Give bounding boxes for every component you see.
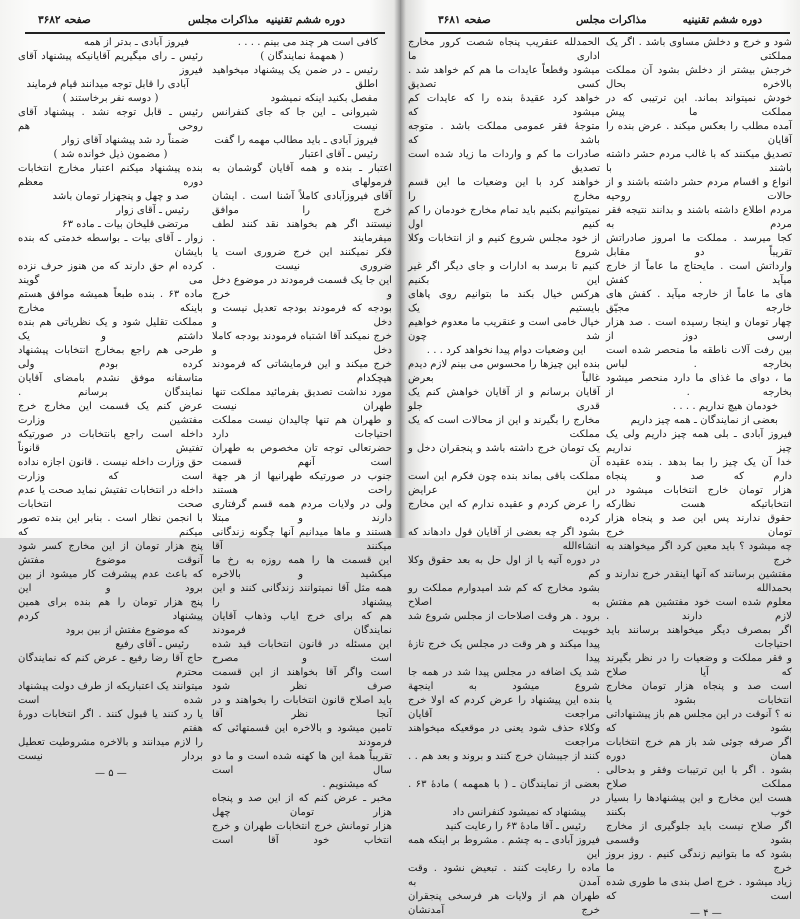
text-line: پنج هزار تومان از این مخارج کسر شود آنوقت موضوع مفتش [18, 541, 203, 566]
text-line: خواهند کرد با این وضعیات ما این قسم مخارج را [408, 177, 600, 202]
text-line: مملکت تقلیل شود و یک نظریاتی هم بنده داشتم و یک [18, 317, 203, 342]
text-line: ( مضمون ذیل خوانده شد ) [53, 149, 168, 160]
text-line: هستند و ماها میدانیم آنها چگونه زندگانی میکنند آقا [212, 527, 392, 552]
text-line: صادرات ما کم و واردات ما زیاد شده است تصدیق [408, 149, 600, 174]
page-number: صفحه ۳۶۸۲ [38, 14, 91, 26]
text-line: داخله در انتخابات تفتیش نماید صحت یا عدم صحت انتخابات [18, 485, 203, 510]
text-line: این قسمت ها را همه روزه به رخ ما میکشید و بالاخره [212, 555, 392, 580]
text-line: تقریباً همهٔ این ها کهنه شده است و ما دو سال است [212, 751, 392, 776]
text-line: خرجش بیشتر از دخلش بشود آن مملکت بالاخره بحال [606, 65, 792, 90]
text-line: خدا آن یک چیز را بما بدهد . بنده عقیده دارم که صد و پنجاه [606, 457, 792, 482]
text-line: جنوب در صورتیکه طهرانیها از هر جهة راحت هستند [212, 471, 392, 496]
text-line: هزار تومان خارج انتخابات میشود در انتخاباتیکه هست نظارکه [606, 485, 792, 510]
text-line: بشود . اگر با این ترتیبات وفقر و بدحالی مملکت صلاح [606, 765, 792, 790]
text-line: ماده ۶۳ . بنده طبعاً همیشه موافق هستم باینکه مخارج [18, 289, 203, 314]
text-line: داخله است راجع بانتخابات در صورتیکه تفتیش قانوناً [18, 429, 203, 454]
text-line: خرج نمیکند آقا اشتباه فرمودند بودجه کاملا دخل و [212, 331, 392, 356]
text-line: است واگر آقا بخواهند از این قسمت صرف نظر شود [212, 667, 392, 692]
text-line: بشود اگر چه بعضی از آقایان قول دادهاند که انشاءالله [408, 527, 600, 552]
text-line: میتوانند یک اعتباریکه از طرف دولت پیشنهاد شده است [18, 681, 203, 706]
text-line: پیدا میکند و هر وقت در مجلس یک خرج تازهٔ پیدا [408, 639, 600, 664]
text-line: شیروانی ـ این جا که جای کنفرانس نیست [212, 107, 378, 132]
text-line: پنج هزار تومان را هم بنده برای همین پیشنهاد کردم [18, 597, 203, 622]
text-line: رئیس ـ آقای رفیع [115, 639, 189, 650]
text-line: های ما عاماً از خارجه میآید . کفش های خارجه مجیّق [606, 289, 792, 314]
text-column-right [606, 36, 792, 904]
text-line: عرض کنم یک قسمت این مخارج خرج مفتشین وزارت [18, 401, 203, 426]
text-line: کافی است هر چند می بینم . . . . [237, 37, 378, 48]
text-line: ماده را رعایت کنند . تبعیض نشود . وقت آمدن به [408, 863, 600, 888]
text-line: یا رد کنند یا قبول کنند . اگر انتخابات دورهٔ هفتم [18, 709, 203, 734]
text-line: ولی در ولایات مردم همه قسم گرفتاری دارند و مبتلا [212, 499, 392, 524]
text-line: الحمدلله عنقریب پنجاه شصت کرور مخارج اداری ما [408, 37, 600, 62]
text-line: طهران هم از ولایات هر فرسخی پنجقران خرج آمدنشان [408, 891, 600, 916]
text-line: پیشنهاد که نمیشود کنفرانس داد [452, 807, 586, 818]
text-line: باید اصلاح قانون انتخابات را بخواهند و در آنجا نظر آقا [212, 695, 392, 720]
text-line: میشود وقطعاً عایدات ما هم کم خواهد شد . کسی تصدیق [408, 65, 600, 90]
text-line: خیال خامی است و عنقریب ما معدوم خواهیم شد چون [408, 317, 600, 342]
text-line: برود . هر وقت اصلاحات از مجلس شروع شد خوبیت [408, 611, 600, 636]
text-line: مملکت باقی بماند بنده چون فکرم این است این عرایض [408, 471, 600, 496]
text-line: بعضی از نمایندگان ـ همه چیز داریم [630, 415, 778, 426]
text-line: ( همهمهٔ نمایندگان ) [260, 51, 344, 62]
text-line: آقایان برسانم و از آقایان خواهش کنم یک قدری جلو [408, 387, 600, 412]
text-line: کنیم تا برسد به ادارات و جای دیگر اگر غیر این بکنیم [408, 261, 600, 286]
text-line: این مسئله در قانون انتخابات قید شده است و مصرح [212, 639, 392, 664]
text-line: این جا یک قسمت فرمودند در موضوع دخل و خرج [212, 275, 392, 300]
text-line: متوجهٔ فقر عمومی مملکت باشد . متوجه باشد که [408, 121, 600, 146]
page-number: صفحه ۳۶۸۱ [438, 14, 491, 26]
text-line: رئیس ـ قابل توجه نشد . پیشنهاد آقای روحی هم [18, 107, 203, 132]
text-line: خودش نمیتواند بماند. این ترتیبی که در مملکت ما پیش [606, 93, 792, 118]
text-line: یک تومان خرج داشته باشد و پنجقران دخل و آن [408, 443, 600, 468]
text-line: اگر بمصرف دیگر میخواهند برسانند باید احتیاجات [606, 625, 792, 650]
text-column-right [212, 36, 392, 848]
text-line: آمده مطلب را بعکس میکند . عرض بنده را آقایان [606, 121, 792, 146]
text-line: نیستند اگر هم بخواهند نقد کنند لطف میفرمایند . [212, 219, 392, 244]
text-line: بشود که ما بتوانیم زندگی کنیم . روز بروز خرج ما [606, 849, 792, 874]
journal-title: مذاکرات مجلس [576, 14, 647, 26]
text-line: هزار تومانش خرج انتخابات طهران و خرج انتخاب خود آقا است [212, 821, 392, 846]
text-line: مفتشین برسانند که آنها اینقدر خرج ندارند و بحمدالله [606, 569, 792, 594]
text-line: چهار تومان و اینجا رسیده است . صد هزار ارسی دوز از [606, 317, 792, 342]
session-label: دوره ششم تقنینیه [682, 14, 762, 26]
text-line: رئیس ـ آقا مادهٔ ۶۳ را رعایت کنید [445, 821, 586, 832]
text-line: حقوق ندارند پس این صد و پنجاه هزار تومان خرج [606, 513, 792, 538]
text-line: نمیتوانیم بکنیم باید تمام مخارج خودمان را کم کنیم اول [408, 205, 600, 230]
text-line: صد و چهل و پنجهزار تومان باشد [52, 191, 189, 202]
text-line: وارداتش است . مایحتاج ما عاماً از خارج میآید . کفش [606, 261, 792, 286]
text-line: چه میشود ؟ باید معین کرد اگر میخواهند به خرج [606, 541, 792, 566]
text-line: بنده این پیشنهاد را عرض کردم که اولا خرج مراجعت آقایان [408, 695, 600, 720]
text-line: بین رفت آلات ناطقه ما منحصر شده است بخارجه . لباس [606, 345, 792, 370]
text-line: که باعث عدم پیشرفت کار میشود از بین برود و این [18, 569, 203, 594]
text-line: اگر صلاح نیست باید جلوگیری از مخارج بشود وقسمی [606, 821, 792, 846]
text-line: شود و خرج و دخلش مساوی باشد . اگر یک مملکتی [606, 37, 792, 62]
text-line: حق وزارت داخله نیست . قانون اجازه نداده است که وزارت [18, 457, 203, 482]
text-line: فکر نمیکنند این خرج ضروری است یا ضروری نیست . [212, 247, 392, 272]
text-line: بنده پیشنهاد میکنم اعتبار مخارج انتخابات دوره معظم [18, 163, 203, 188]
text-line: زیاد میشود . خرج اصل بندی ما طوری شده است که [606, 877, 792, 902]
text-line: انواع و اقسام مردم حشر داشته باشند و از حالات روحیه [606, 177, 792, 202]
text-line: آبادی را قابل توجه میدانند قیام فرمایند [26, 79, 189, 90]
text-line: که موضوع مفتش از بین برود [65, 625, 189, 636]
text-line: فیروز آبادی ـ به چشم . مشروط بر اینکه همه این [408, 835, 600, 860]
text-line: فیروز آبادی ـ باید مطالب مهمه را گفت [214, 135, 378, 146]
text-line: مرتضی قلیخان بیات ـ ماده ۶۳ [62, 219, 189, 230]
text-line: طرحی هم راجع بمخارج انتخابات پیشنهاد کرده بودم ولی [18, 345, 203, 370]
text-line: ( دوسه نفر برخاستند ) [62, 93, 159, 104]
text-line: اگر صرفه جوئی شد باز هم خرج انتخابات همان دوره [606, 737, 792, 762]
text-line: فیروز آبادی ـ بدتر از همه [84, 37, 189, 48]
text-line: هم که برای خرج ایاب وذهاب آقایان نمایندگان فرمودند [212, 611, 392, 636]
text-line: معلوم شده است خود مفتشین هم مفتش لازم دارند . [606, 597, 792, 622]
text-column-left [408, 36, 600, 918]
page-footer: — ۵ — [95, 768, 127, 779]
text-line: ضمناً رد شد پیشنهاد آقای زوار [61, 135, 189, 146]
text-line: حاج آقا رضا رفیع ـ عرض کنم که نمایندگان محترم [18, 653, 203, 678]
text-line: فیروز آبادی ـ بلی همه چیز داریم ولی یک چیز نداریم [606, 429, 792, 454]
page-footer: — ۴ — [690, 908, 722, 919]
text-line: بنده این چیزها را محسوس می بینم لازم دیدم غالباً بعرض [408, 359, 600, 384]
text-line: ما ، دوای ما غذای ما دارد منحصر میشود بخارجه . از [606, 373, 792, 398]
journal-title: مذاکرات مجلس [188, 14, 259, 26]
text-line: متاسفانه موفق نشدم بامضای آقایان نمایندگان برسانم . [18, 373, 203, 398]
text-line: و طهران هم تنها چالیدان نیست مملکت احتیاجات دارد [212, 415, 392, 440]
text-line: خرج میکند و این فرمایشاتی که فرمودند هیچکدام [212, 359, 392, 384]
text-column-left [18, 36, 203, 764]
text-line: همه مثل آقا نمیتوانند زندگانی کنند و این پیشنهاد را [212, 583, 392, 608]
text-line: مردم اطلاع داشته باشند و بدانند نتیجه فقر مردم به [606, 205, 792, 230]
text-line: خواهد کرد عقیدهٔ بنده را که عایدات کم میشود که [408, 93, 600, 118]
text-line: و فقر مملکت و وضعیات را در نظر بگیرند که آیا صلاح [606, 653, 792, 678]
text-line: اعتبار ـ بنده و همه آقایان گوشمان به فرمولهای [212, 163, 392, 188]
text-line: شد یک اضافه در مجلس پیدا شد در همه جا شروع میشود به اینجهة [408, 667, 600, 692]
text-line: است صد و پنجاه هزار تومان مخارج انتخابات بشود یا [606, 681, 792, 706]
text-line: تصدیق میکنند که با غالب مردم حشر داشته باشند با [606, 149, 792, 174]
text-line: با انجمن نظار است . بنابر این بنده تصور میکنم که [18, 513, 203, 538]
text-line: رئیس ـ آقای اعتبار [299, 149, 378, 160]
text-line: نه ؟ آنوقت در این مجلس هم باز پیشنهاداتی بشود که [606, 709, 792, 734]
text-line: بودجه که فرمودند بودجه تعدیل نیست و دخل و [212, 303, 392, 328]
text-line: کنند از جیبشان خرج کنند و بروند و بعد هم . . . [408, 751, 600, 776]
text-line: مورد نداشت تصدیق بفرمائید مملکت تنها طهران نیست [212, 387, 392, 412]
text-line: مخبر ـ عرض کنم که از این صد و پنجاه هزار تومان چهل [212, 793, 392, 818]
text-line: از خود مجلس شروع کنیم و از انتخابات وکلا شروع [408, 233, 600, 258]
text-line: خودمان هیچ نداریم . . . . [672, 401, 778, 412]
text-line: آقای فیروزآبادی کاملاً آشنا است . ایشان خرج را موافق [212, 191, 392, 216]
text-line: رئیس ـ رای میگیریم آقایانیکه پیشنهاد آقای فیروز [18, 51, 203, 76]
text-line: این وضعیات دوام پیدا نخواهد کرد . . . [426, 345, 586, 356]
text-line: تامین میشود و بالاخره این قسمتهائی که فرمودند [212, 723, 392, 748]
text-line: زوار ـ آقای بیات ـ بواسطه خدمتی که بنده بایشان [18, 233, 203, 258]
header-rule [425, 32, 790, 34]
page-3682 [0, 0, 400, 846]
text-line: هست این مخارج و این پیشنهادها را بسیار خوب بکنند [606, 793, 792, 818]
text-line: هرکس خیال بکند ما بتوانیم روی پاهای بایستیم یک [408, 289, 600, 314]
text-line: حضرتعالی توجه تان مخصوص به طهران است آنهم قسمت [212, 443, 392, 468]
text-line: را لازم میدانند و بالاخره مشروطیت تعطیل بردار نیست [18, 737, 203, 762]
text-line: مفصل بکنید اینکه نمیشود [270, 93, 378, 104]
text-line: کرده ام حق دارند که من هنوز حرف نزده می گویند [18, 261, 203, 286]
text-line: را عرض کردم و عقیده ندارم که این مخارج کرده [408, 499, 600, 524]
text-line: که میشنویم . [322, 779, 378, 790]
text-line: مخارج را بگیرند و این از محالات است که یک مملکت [408, 415, 600, 440]
text-line: بشود مخارج که کم شد امیدوارم مملکت رو به اصلاح [408, 583, 600, 608]
text-line: وکلاء حذف شود یعنی در موقعیکه میخواهند مراجعت [408, 723, 600, 748]
text-line: در دوره آتیه یا از اول حل به بعد حقوق وکلا کم [408, 555, 600, 580]
session-label: دوره ششم تقنینیه [265, 14, 345, 26]
text-line: بعضی از نمایندگان ـ ( با همهمه ) مادهٔ ۶۳ . در [408, 779, 600, 804]
header-rule [25, 32, 385, 34]
text-line: رئیس ـ در ضمن یک پیشنهاد میخواهید اطلق [212, 65, 378, 90]
text-line: کجا میرسد . مملکت ما امروز صادراتش تقریباً دو مقابل [606, 233, 792, 258]
page-3681 [400, 0, 800, 919]
text-line: رئیس ـ آقای زوار [116, 205, 189, 216]
